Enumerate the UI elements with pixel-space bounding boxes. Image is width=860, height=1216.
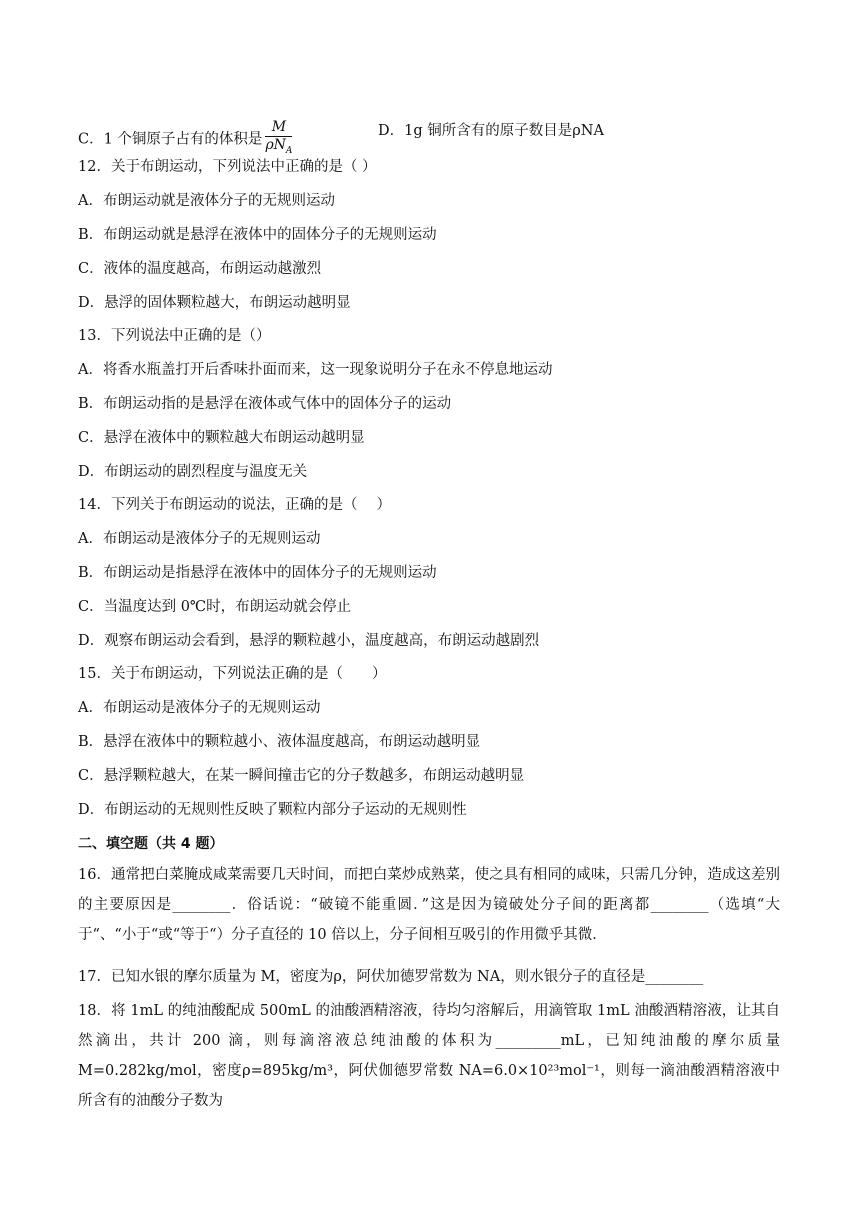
question-14-stem: 14．下列关于布朗运动的说法，正确的是（ ） <box>78 497 392 513</box>
question-14-option-b: B．布朗运动是指悬浮在液体中的固体分子的无规则运动 <box>78 565 437 581</box>
question-12-stem: 12．关于布朗运动，下列说法中正确的是（ ） <box>78 159 377 175</box>
option-c-text: C．1 个铜原子占有的体积是 <box>78 131 263 148</box>
question-14-option-d: D．观察布朗运动会看到，悬浮的颗粒越小，温度越高，布朗运动越剧烈 <box>78 633 540 649</box>
question-14-option-a: A．布朗运动是液体分子的无规则运动 <box>78 531 321 547</box>
fraction-m-over-rho-na <box>265 119 292 160</box>
question-12-option-b: B．布朗运动就是悬浮在液体中的固体分子的无规则运动 <box>78 227 437 243</box>
question-15-option-b: B．悬浮在液体中的颗粒越小、液体温度越高，布朗运动越明显 <box>78 734 481 750</box>
question-12-option-c: C．液体的温度越高，布朗运动越激烈 <box>78 261 322 277</box>
question-15-option-a: A．布朗运动是液体分子的无规则运动 <box>78 700 321 716</box>
question-13-option-b: B．布朗运动指的是悬浮在液体或气体中的固体分子的运动 <box>78 396 452 412</box>
question-14-option-c: C．当温度达到 0℃时，布朗运动就会停止 <box>78 599 352 615</box>
question-13-option-d: D．布朗运动的剧烈程度与温度无关 <box>78 464 308 480</box>
question-13-option-a: A．将香水瓶盖打开后香味扑面而来，这一现象说明分子在永不停息地运动 <box>78 362 553 378</box>
options-row-c-d <box>78 114 778 154</box>
question-12-option-d: D．悬浮的固体颗粒越大，布朗运动越明显 <box>78 295 351 311</box>
question-12-option-a: A．布朗运动就是液体分子的无规则运动 <box>78 193 335 209</box>
question-17: 17．已知水银的摩尔质量为 M，密度为ρ，阿伏加德罗常数为 NA，则水银分子的直径是________ <box>78 969 704 985</box>
question-13-stem: 13．下列说法中正确的是（） <box>78 328 271 344</box>
question-15-option-c: C．悬浮颗粒越大，在某一瞬间撞击它的分子数越多，布朗运动越明显 <box>78 768 525 784</box>
question-18: 18．将 1mL 的纯油酸配成 500mL 的油酸酒精溶液，待均匀溶解后，用滴管取 1mL 油酸酒精溶液，让其自然滴出，共计 200 滴，则每滴溶液总纯油酸的体积为_________mL，已知纯油酸的摩尔质量 M=0.282kg/mol，密度ρ=895kg/m³，阿伏伽德罗常数 NA=6.0×10²³mol⁻¹，则每一滴油酸酒精溶液中所含有的油酸分子数为 <box>78 1003 780 1109</box>
fraction-numerator: M <box>271 119 287 135</box>
question-16: 16．通常把白菜腌成咸菜需要几天时间，而把白菜炒成熟菜，使之具有相同的咸味，只需几分钟，造成这差别的主要原因是________．俗话说：“破镜不能重圆．”这是因为镜破处分子间的距离都________（选填“大于“、“小于“或“等于“）分子直径的 10 倍以上，分子间相互吸引的作用微乎其微． <box>78 867 780 943</box>
question-15-stem: 15．关于布朗运动，下列说法正确的是（ ） <box>78 666 387 682</box>
option-c <box>78 119 292 160</box>
option-d: D．1g 铜所含有的原子数目是ρNA <box>378 123 604 139</box>
fraction-denominator: $\rho N_A$ <box>265 137 293 156</box>
section-title-fill-in: 二、填空题（共 4 题） <box>78 836 224 852</box>
question-13-option-c: C．悬浮在液体中的颗粒越大布朗运动越明显 <box>78 430 365 446</box>
question-15-option-d: D．布朗运动的无规则性反映了颗粒内部分子运动的无规则性 <box>78 802 467 818</box>
